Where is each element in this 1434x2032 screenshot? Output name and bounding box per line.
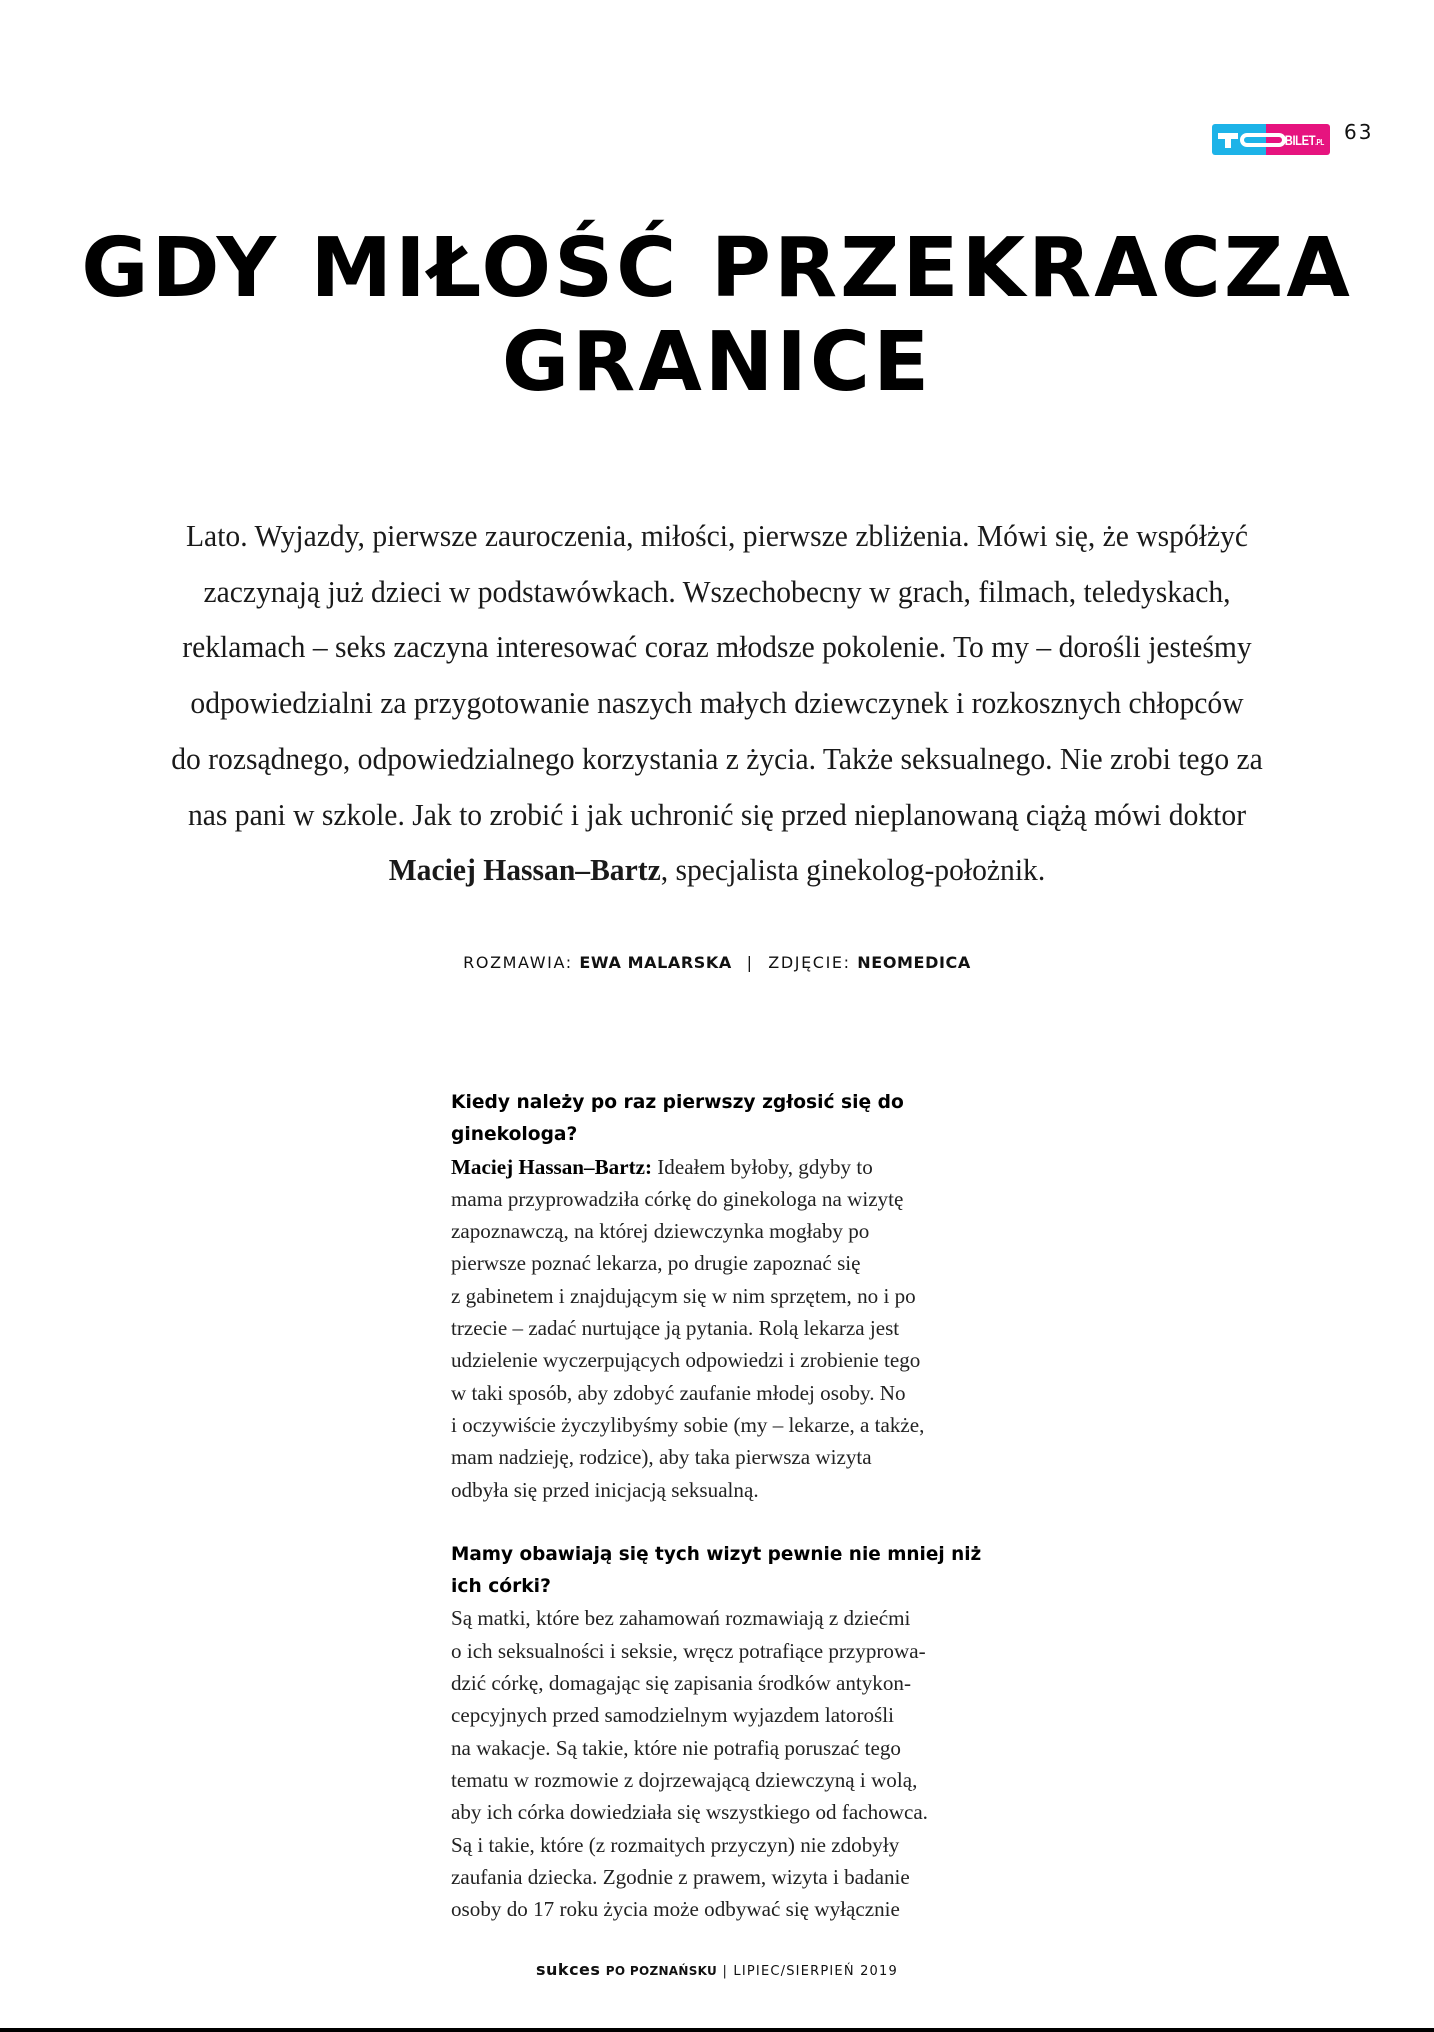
question-line: Kiedy należy po raz pierwszy zgłosić się do — [451, 1091, 904, 1113]
answer-line: w taki sposób, aby zdobyć zaufanie młodej osoby. No — [451, 1380, 906, 1405]
answer-line: z gabinetem i znajdującym się w nim sprzętem, no i po — [451, 1283, 916, 1308]
title-line-1: GDY MIŁOŚĆ PRZEKRACZA — [81, 221, 1353, 316]
answer-line: zapoznawczą, na której dziewczynka mogłaby po — [451, 1219, 870, 1244]
interviewer-name: EWA MALARSKA — [579, 953, 732, 972]
interview-label: ROZMAWIA: — [463, 953, 573, 972]
byline-separator: | — [746, 953, 754, 972]
answer-line: mama przyprowadziła córkę do ginekologa na wizytę — [451, 1186, 904, 1211]
answer-line: zaufania dziecka. Zgodnie z prawem, wizyta i badanie — [451, 1864, 910, 1889]
expert-title: , specjalista ginekolog-położnik. — [660, 852, 1046, 888]
question-line: Mamy obawiają się tych wizyt pewnie nie mniej niż — [451, 1542, 982, 1565]
answer-line: Są i takie, które (z rozmaitych przyczyn) nie zdobyły — [451, 1832, 900, 1857]
page-number: 63 — [1344, 120, 1374, 144]
question-line: ich córki? — [451, 1575, 551, 1598]
answer-line: o ich seksualności i seksie, wręcz potrafiące przyprowa- — [451, 1638, 926, 1663]
photo-credit: NEOMEDICA — [857, 953, 971, 972]
issue-date: LIPIEC/SIERPIEŃ 2019 — [733, 1964, 898, 1979]
byline — [0, 953, 1434, 972]
interview-column — [451, 1086, 991, 1925]
answer-line: mam nadzieję, rodzice), aby taka pierwsza wizyta — [451, 1445, 872, 1470]
question-line: ginekologa? — [451, 1123, 578, 1146]
answer-line: udzielenie wyczerpujących odpowiedzi i zrobienie tego — [451, 1348, 921, 1373]
magazine-brand: sukces — [536, 1960, 601, 1979]
lead-line: Lato. Wyjazdy, pierwsze zauroczenia, miłości, pierwsze zbliżenia. Mówi się, że współżyć — [185, 518, 1249, 553]
article-lead — [60, 508, 1374, 898]
answer-line: cepcyjnych przed samodzielnym wyjazdem latorośli — [451, 1703, 894, 1728]
link-icon — [1240, 133, 1286, 147]
lead-line: odpowiedzialni za przygotowanie naszych małych dziewczynek i rozkosznych chłopców — [190, 685, 1244, 721]
speaker-name: Maciej Hassan–Bartz: — [451, 1154, 653, 1179]
answer-line: aby ich córka dowiedziała się wszystkiego od fachowca. — [451, 1800, 928, 1825]
answer-line: trzecie – zadać nurtujące ją pytania. Rolą lekarza jest — [451, 1316, 900, 1341]
tobilet-logo — [1212, 124, 1330, 155]
answer-line: pierwsze poznać lekarza, po drugie zapoznać się — [451, 1251, 861, 1276]
qa-block — [451, 1086, 991, 1506]
answer-line: dzić córkę, domagając się zapisania środków antykon- — [451, 1671, 911, 1696]
answer-line: i oczywiście życzylibyśmy sobie (my – lekarze, a także, — [451, 1412, 925, 1437]
logo-cyan-half — [1212, 124, 1266, 155]
photo-label: ZDJĘCIE: — [768, 953, 851, 972]
lead-line: nas pani w szkole. Jak to zrobić i jak uchronić się przed nieplanowaną ciążą mówi doktor — [187, 796, 1247, 832]
magazine-brand-sub: PO POZNAŃSKU — [605, 1964, 718, 1978]
qa-block — [451, 1538, 991, 1926]
answer-start: Ideałem byłoby, gdyby to — [652, 1154, 873, 1179]
expert-name: Maciej Hassan–Bartz — [388, 852, 661, 888]
answer-line: tematu w rozmowie z dojrzewającą dziewczyną i wolą, — [451, 1767, 918, 1792]
paragraph-gap — [451, 1506, 991, 1538]
lead-line-last — [90, 842, 1344, 898]
page-footer — [0, 1960, 1434, 1979]
logo-word: BILET — [1284, 131, 1316, 148]
lead-line: reklamach – seks zaczyna interesować coraz młodsze pokolenie. To my – dorośli jesteśmy — [182, 629, 1252, 665]
bottom-border — [0, 2028, 1434, 2032]
lead-line: zaczynają już dzieci w podstawówkach. Wszechobecny w grach, filmach, teledyskach, — [203, 573, 1231, 609]
footer-separator: | — [722, 1964, 729, 1979]
title-line-2: GRANICE — [501, 315, 933, 410]
answer-line: Są matki, które bez zahamowań rozmawiają z dziećmi — [451, 1606, 911, 1631]
article-title — [0, 222, 1434, 410]
answer-line — [451, 1151, 981, 1183]
lead-line: do rozsądnego, odpowiedzialnego korzystania z życia. Także seksualnego. Nie zrobi tego za — [171, 740, 1263, 776]
logo-t-stem — [1225, 133, 1231, 148]
answer-line: na wakacje. Są takie, które nie potrafią poruszać tego — [451, 1735, 901, 1760]
answer-line: odbyła się przed inicjacją seksualną. — [451, 1477, 759, 1502]
logo-text — [1285, 132, 1324, 148]
answer-line: osoby do 17 roku życia może odbywać się wyłącznie — [451, 1897, 900, 1922]
logo-suffix: .PL — [1315, 137, 1324, 147]
